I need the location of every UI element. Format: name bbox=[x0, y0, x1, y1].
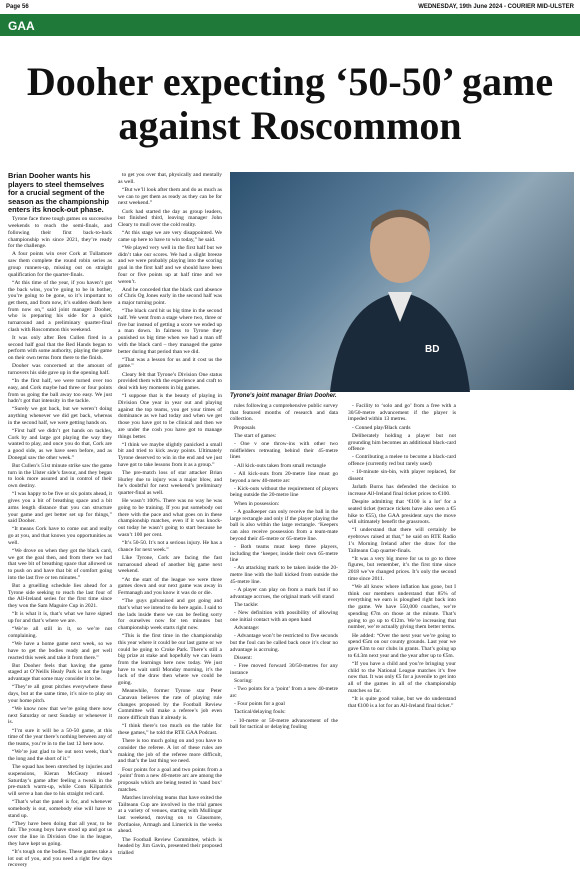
column-2-body bbox=[118, 172, 222, 857]
paragraph: Cleary felt that Tyrone’s Division One status provided them with the experience and craft to deal with key moments in big games. bbox=[118, 371, 222, 392]
paragraph: The Football Review Committee, which is headed by Jim Gavin, presented their proposed trialled bbox=[118, 836, 222, 856]
paragraph: “I’m sure it will be a 50-50 game, at this time of the year there’s nothing between any of the teams, you’re in to the last 12 here now. bbox=[8, 727, 112, 747]
paragraph: The squad has been stretched by injuries and suspensions, Kieran McGeary missed Saturday’s game after feeling a tweak in the pre-match warm-up, while Conn Kilpatrick will serve a ban due to his straight red card. bbox=[8, 764, 112, 797]
paragraph: But Cullen’s 51st minute strike saw the game turn in the Ulster side’s favour, and they began to look more assured and in control of their own destiny. bbox=[8, 463, 112, 490]
paragraph: There is too much going on and you have to consider the referee. A lot of these rules are making the job of the referee more difficult, and that’s the last thing we need. bbox=[118, 738, 222, 765]
paragraph: And he conceded that the black card absence of Chris Og Jones early in the second half was a major turning point. bbox=[118, 286, 222, 307]
paragraph: “It’s tough on the bodies. These games take a lot out of you, and you need a right few days recovery bbox=[8, 849, 112, 869]
paragraph: Scoring: bbox=[234, 678, 253, 685]
article-column-1 bbox=[8, 171, 112, 869]
paragraph: “The guys galvanised and got going and that’s what we intend to do here again. I said to the lads inside there we can be feeling sorry for ourselves now for ten minutes but championship week starts right now. bbox=[118, 598, 223, 631]
article-column-2 bbox=[118, 172, 223, 856]
paragraph: It was only after Ben Cullen fired in a second half goal that the Red Hands began to perform with some authority, playing the game on their own terms from there to the finish. bbox=[8, 334, 112, 362]
paragraph: A four points win over Cork at Tullamore saw them complete the round robin series as group runners-up, missing out on straight qualification for the quarter-finals. bbox=[8, 251, 112, 278]
paragraph: Dooher was concerned at the amount of turnovers his side gave up in the opening half. bbox=[8, 363, 112, 376]
paragraph: - One v one throw-ins with other two midfielders retreating behind their 45-metre lines bbox=[230, 441, 338, 461]
paragraph: - Contributing a melee to become a black-card offence (currently red but rarely used) bbox=[348, 454, 456, 468]
paragraph: “We drove on when they got the black card, we got the goal then, and from there we had that wee bit of breathing space that allowed us to push on and have that bit of comfort going into the last five or ten minutes.” bbox=[8, 548, 112, 581]
paragraph: - 10-metre or 50-metre advancement of the ball for tactical or delaying fouling bbox=[230, 717, 338, 731]
paragraph: - A player can play on from a mark but if no advantage accrues, the original mark will stand bbox=[230, 587, 338, 600]
headline: Dooher expecting ‘50-50’ game against Roscommon bbox=[26, 59, 554, 148]
article-column-5 bbox=[466, 403, 574, 733]
section-label: GAA bbox=[8, 19, 35, 33]
column-1-body bbox=[8, 216, 112, 869]
paragraph: “I understand that there will certainly be eyebrows raised at that,” he said on RTE Radio 1’s Morning Ireland after the draw for the Tailteann Cup quarter-finals. bbox=[348, 527, 456, 554]
paragraph: Meanwhile, former Tyrone star Peter Canavan believes the rate of playing rule changes proposed by the Football Review Committee will make a referee’s job even more difficult than it already is. bbox=[118, 688, 222, 722]
section-banner bbox=[0, 14, 580, 36]
article-column-4 bbox=[348, 403, 456, 733]
paragraph: - Kick-outs without the requirement of players being outside the 20-metre line bbox=[230, 485, 338, 499]
paragraph: “It’s 50-50. It’s not a serious injury. He has a chance for next week.” bbox=[118, 540, 222, 553]
paragraph: Proposals bbox=[234, 424, 256, 431]
paragraph: “In the first half, we were turned over too easy, and Cork maybe had three or four points from us going the ball away too easy. We just hadn’t got that intensity in the tackle. bbox=[8, 378, 112, 405]
paragraph: “The black card hit us big time in the second half. We went from a stage where two, three or five bar instead of getting a score we ended up a man down. In fairness to Tyrone they punished us big time when we had a man off with the black card – they managed the game better during that period than we did. bbox=[118, 308, 222, 355]
paragraph: “I think there’s too much on the table for these games,” he told the RTE GAA Podcast. bbox=[118, 723, 222, 737]
paragraph: He added: “Over the next year we’re going to spend €5m on our county grounds. Last year we gave €3m to our clubs in grants. That’s going up to €4.3m next year and the year after up to €5m. bbox=[348, 632, 456, 659]
paragraph: Four points for a goal and two points from a ‘point’ from a new 40-metre arc are among the proposals which are being tested in ‘sand box’ matches. bbox=[118, 766, 222, 793]
paragraph: Deliberately holding a player but not grounding him becomes an additional black-card offence bbox=[348, 432, 456, 453]
paragraph: “We played very well in the first half but we didn’t take our scores. We had a slight breeze and we were probably playing into the scoring goal in the first half and we should have been four or five points up at half time and we weren’t. bbox=[118, 245, 222, 285]
paragraph: - Free moved forward 30/50-metres for any instance bbox=[230, 663, 338, 676]
paragraph: - Advantage won’t be restricted to five seconds but the foul can be called back once it’s clear no advantage is accruing. bbox=[230, 633, 338, 653]
paragraph: “It means Cork have to come out and really go at you, and that knows you opportunities as well. bbox=[8, 526, 112, 546]
paragraph: “It was a very big move for us to go to three figures, but remember, it’s the first time since 2018 we’ve changed prices. It’s only the second time since 2011. bbox=[348, 555, 456, 582]
paragraph: “Surely we got back, but we weren’t doing anything whenever we did get back, whereas in the second half, we were getting hands on. bbox=[8, 406, 112, 426]
paragraph: “That’s what the panel is for, and whenever somebody is out, somebody else will have to stand up. bbox=[8, 799, 112, 819]
paragraph: “They’re all great pitches everywhere these days, but at the same time, it’s nice to play on your home pitch. bbox=[8, 684, 112, 704]
paragraph: Like Tyrone, Cork are facing the fast turnaround ahead of another big game next weekend. bbox=[118, 554, 222, 575]
paragraph: The tackle: bbox=[234, 601, 259, 608]
paragraph: rules following a comprehensive public survey that featured months of research and data collection. bbox=[230, 403, 338, 423]
paragraph: Tactical/delaying fouls: bbox=[234, 709, 286, 716]
paragraph: Matches involving teams that have exited the Tailteann Cup are involved in the trial games at a variety of venues, starting with Mullingar last weekend, moving on to Glassmore, Portlaoise, Armagh and Limerick in the weeks ahead. bbox=[118, 794, 222, 835]
paragraph: “At the start of the league we were three games down and our next game was away in Fermanagh and you know it was do or die. bbox=[118, 576, 222, 596]
paragraph: But Dooher feels that having the game staged at O’Neills Healy Park is not the huge advantage that some may consider it to be. bbox=[8, 662, 112, 683]
paragraph: The pre-match loss of star attacker Brian Hurley due to injury was a major blow, and he’s doubtful for next weekend’s preliminary quarter-final as well. bbox=[118, 470, 222, 497]
paragraph: - Four points for a goal bbox=[234, 701, 285, 708]
paragraph: - An attacking mark to be taken inside the 20-metre line with the ball kicked from outside the 45-metre line. bbox=[230, 565, 338, 585]
paragraph: “It is quite good value, but we do understand that €100 is a lot for an All-Ireland final ticket.” bbox=[348, 695, 456, 709]
paragraph: - Both teams must keep three players, including the ‘keeper, inside their own 65-metre line bbox=[230, 543, 338, 564]
paragraph: - Two points for a ‘point’ from a new 40-metre arc bbox=[230, 686, 338, 699]
paragraph: “That was a lesson for us and it cost us the game.” bbox=[118, 356, 222, 370]
paragraph: “We’re all still in it, so we’re not complaining. bbox=[8, 626, 112, 639]
manager-photo bbox=[230, 172, 574, 390]
paragraph: “I suppose that is the beauty of playing in Division One year in year out and playing against the top teams, you get your times of dominance as we had today and when we get those you have got to be clinical and then we are under the cosh you have got to manage things better. bbox=[118, 393, 222, 440]
badge-initials: BD bbox=[425, 344, 440, 355]
paragraph: “I think we maybe slightly panicked a small bit and tried to kick away points. Ultimately Tyrone deserved to win in the end and we just have got to take lessons from it as a group.” bbox=[118, 441, 222, 468]
paragraph: “We’re just glad to be out next week, that’s the long and the short of it.” bbox=[8, 749, 112, 762]
paragraph: “But we’ll look after them and do as much as we can to get them as ready as they can be for next weekend.” bbox=[118, 186, 222, 207]
paragraph: “We have a home game next week, so we have to get the bodies ready and get well reacted this week and take it from there.” bbox=[8, 641, 112, 661]
paragraph: He wasn’t 100%. There was no way he was going to be training. If you put somebody out there with the pace and what goes on in these championship matches, even if it was knock-out today he wasn’t going to start because he wasn’t 100 per cent. bbox=[118, 498, 222, 538]
paragraph: Tyrone face three tough games on successive weekends to reach the semi-finals, and following their first back-to-back championship win since 2021, they’re ready for the challenge. bbox=[8, 216, 112, 250]
paragraph: - 10-minute sin-bin, with player replaced, for dissent bbox=[348, 469, 456, 483]
paragraph: “This is the first time in the championship this year where it could be our last game or we could be going to Croke Park. There’s still a big prize at stake and hopefully we can learn from the learnings here now today. We just have to wait until Monday morning, it’s the luck of the draw then where we could be going. bbox=[118, 633, 222, 687]
paragraph: “First half we didn’t get hands on tackles, Cork by and large got playing the way they wanted to play, and once you do that, Cork are a good side, as we have seen before, and as Donegal saw the other week.” bbox=[8, 428, 112, 461]
standfirst: Brian Dooher wants his players to steel themselves for a crucial segment of the season as the championship enters its knock-out phase. bbox=[8, 171, 110, 215]
paragraph: - All kick-outs taken from small rectangle bbox=[234, 462, 326, 469]
person-silhouette-icon bbox=[320, 192, 480, 392]
paragraph: - New definition with possibility of allowing one initial contact with an open hand bbox=[230, 610, 338, 623]
article-column-3 bbox=[230, 403, 338, 733]
paragraph: Despite admitting that ‘€100 is a lot’ for a seated ticket (terrace tickets have also seen a €5 hike to €55), the GAA president says the move will ultimately benefit the grassroots. bbox=[348, 499, 456, 526]
paragraph: Cork had started the day as group leaders, but finished third, leaving manager John Cleary to mull over the cold reality. bbox=[118, 208, 222, 228]
paragraph: - All kick-outs from 20-metre line must go beyond a new 40-metre arc bbox=[230, 470, 338, 484]
paragraph: When in possession: bbox=[234, 500, 280, 507]
paragraph: - Facility to ‘solo and go’ from a free with a 30/50-metre advancement if the player is impeded within 13 metres. bbox=[348, 403, 456, 423]
column-4-body bbox=[348, 403, 456, 709]
paragraph: Jarlath Burns has defended the decision to increase All-Ireland final ticket prices to €100. bbox=[348, 484, 456, 497]
paragraph: - Conned play/Black cards bbox=[352, 424, 411, 431]
page-number: Page 56 bbox=[6, 4, 29, 10]
paragraph: “If you have a child and you’re bringing your child to the National League matches it’s free now that. It was only €5 for a juvenile to get into all of the games in all of the championship matches so far. bbox=[348, 660, 456, 694]
issue-date: WEDNESDAY, 19th June 2024 - COURIER MID-ULSTER bbox=[418, 4, 574, 10]
paragraph: “It is what it is, that’s what we have signed up for and that’s where we are. bbox=[8, 611, 112, 625]
paragraph: to get you over that, physically and mentally as well. bbox=[118, 172, 222, 185]
paragraph: - A goalkeeper can only receive the ball in the large rectangle and only if the player playing the ball is also within the large rectangle. ‘Keepers can also receive possession from a team-mate beyond their 45-metre or 65-metre line. bbox=[230, 508, 338, 542]
paragraph: Dissent: bbox=[234, 654, 253, 661]
paragraph: But a gruelling schedule lies ahead for a Tyrone side seeking to reach the last four of the All-Ireland series for the first time since they won the Sam Maguire Cup in 2021. bbox=[8, 583, 112, 610]
paragraph: “They have been doing that all year, to be fair. The young boys have stood up and got us over the line in Division One in the league, they have kept us going. bbox=[8, 820, 112, 847]
column-3-body bbox=[230, 403, 338, 731]
paragraph: Advantage: bbox=[234, 625, 260, 632]
page-header bbox=[0, 0, 580, 15]
paragraph: “I was happy to be five or six points ahead, it gives you a bit of breathing space and a bit arms length distance that you can structure your game and get better set up for things,” said Dooher. bbox=[8, 491, 112, 525]
paragraph: “At this time of the year, if you haven’t got the back wins, you’re going to be in bother, you’re going to be gone, so it’s important to get them, and from now, it’s sudden death here from now on,” said joint manager Dooher, who is preparing his side for a quick turnaround and a preliminary quarter-final clash with Roscommon this weekend. bbox=[8, 279, 112, 333]
paragraph: “We all know where inflation has gone, but I think our members understand that 85% of everything we earn is ploughed right back into the game. We have 550,000 coaches, we’re spending €7m on those at the minute. That’s going to go up to €12m. We’re increasing that number, we’re actually giving them better terms. bbox=[348, 584, 456, 631]
photo-caption: Tyrone’s joint manager Brian Dooher. bbox=[230, 393, 337, 399]
paragraph: The start of games: bbox=[234, 432, 277, 439]
paragraph: “We know now that we’re going there now next Saturday or next Sunday or whenever it is. bbox=[8, 705, 112, 726]
paragraph: “At this stage we are very disappointed. We came up here to have to win today,” he said. bbox=[118, 230, 222, 243]
